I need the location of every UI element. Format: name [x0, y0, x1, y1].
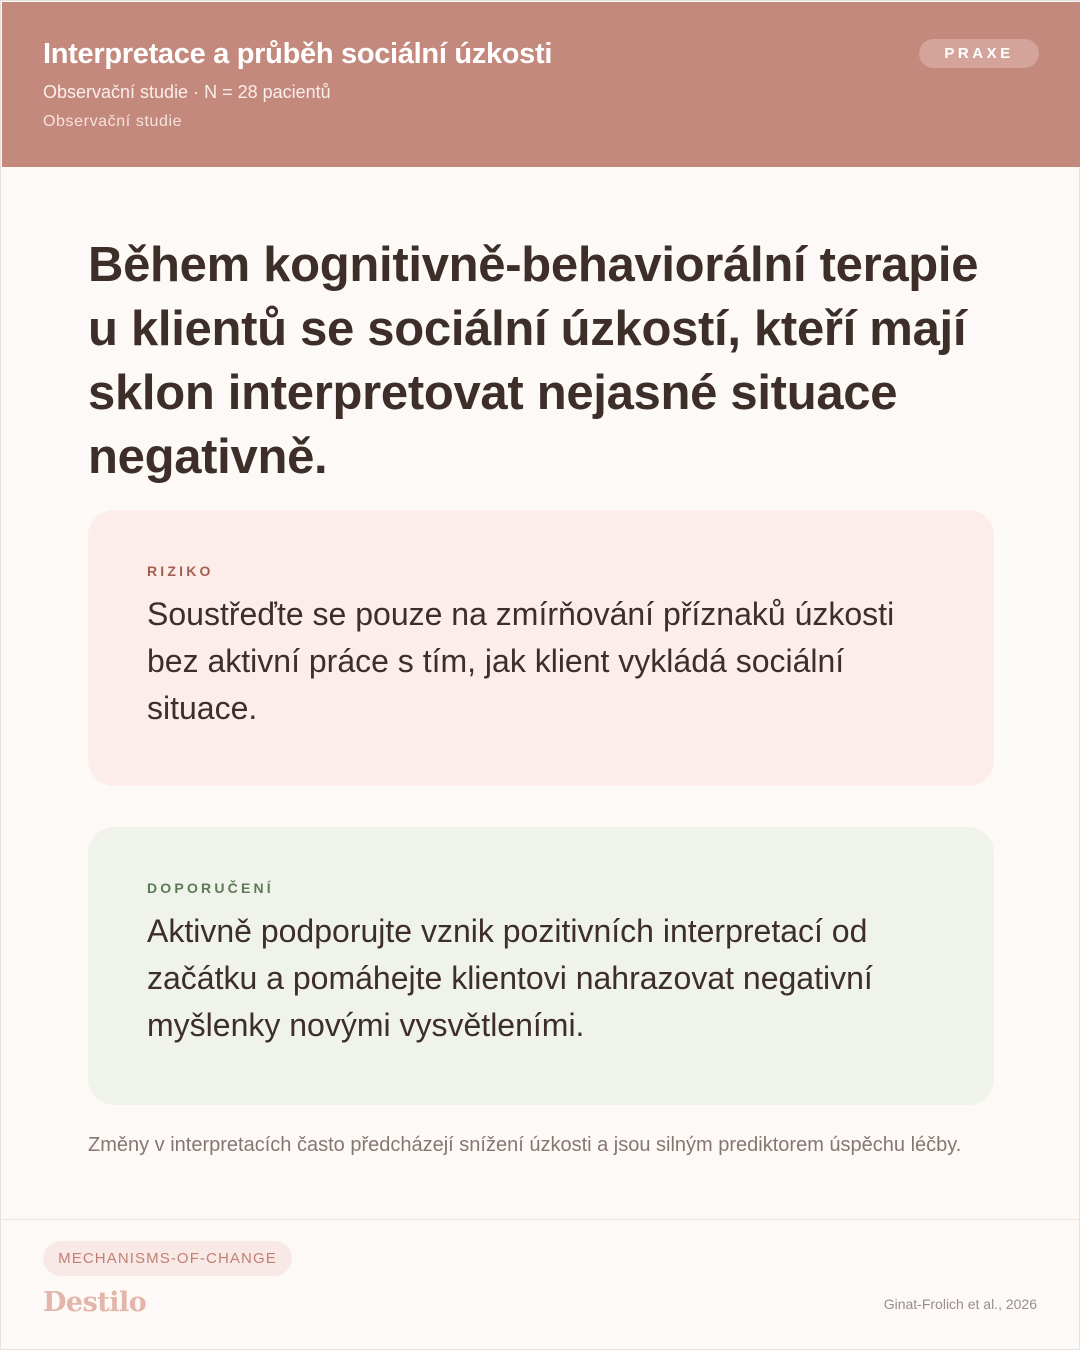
header-title: Interpretace a průběh sociální úzkosti [43, 38, 553, 70]
risk-text: Soustřeďte se pouze na zmírňování příznaků úzkosti bez aktivní práce s tím, jak klient vykládá sociální situace. [147, 596, 895, 726]
risk-card [88, 510, 994, 786]
footer-divider [2, 1219, 1080, 1220]
study-type-label: Observační studie [43, 113, 183, 130]
citation: Ginat-Frolich et al., 2026 [883, 1296, 1037, 1312]
recommendation-label: DOPORUČENÍ [147, 880, 274, 896]
topic-tag[interactable]: MECHANISMS-OF-CHANGE [43, 1241, 292, 1276]
recommendation-text: Aktivně podporujte vznik pozitivních interpretací od začátku a pomáhejte klientovi nahrazovat negativní myšlenky novými vysvětleními. [147, 913, 873, 1043]
header-subtitle: Observační studie · N = 28 pacientů [43, 82, 331, 102]
category-badge: PRAXE [919, 39, 1039, 68]
header-bar [2, 2, 1080, 167]
footnote: Změny v interpretacích často předcházejí snížení úzkosti a jsou silným prediktorem úspěchu léčby. [88, 1134, 962, 1156]
brand-logo: Destilo [43, 1287, 147, 1318]
recommendation-card [88, 827, 994, 1105]
risk-label: RIZIKO [147, 563, 214, 579]
headline: Během kognitivně-behaviorální terapie u klientů se sociální úzkostí, kteří mají sklon interpretovat nejasné situace negativně. [88, 238, 979, 484]
